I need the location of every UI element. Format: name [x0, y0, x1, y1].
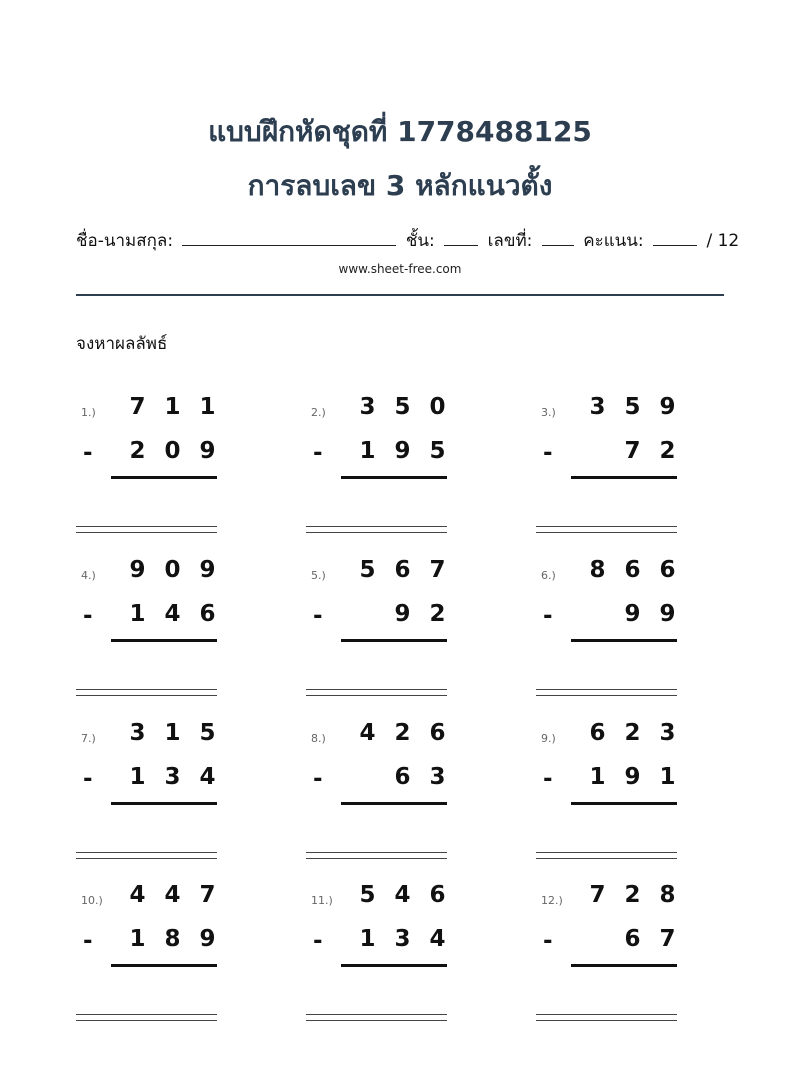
digit: 1: [199, 394, 216, 420]
digit: 3: [164, 764, 181, 790]
digit: 4: [199, 764, 216, 790]
minus-sign: -: [313, 766, 323, 792]
minuend: [120, 720, 225, 746]
subtrahend: [580, 601, 685, 627]
digit: 1: [589, 764, 606, 790]
number-label: เลขที่:: [487, 231, 533, 251]
minuend: [580, 557, 685, 583]
subtrahend: [350, 764, 455, 790]
minus-sign: -: [313, 440, 323, 466]
digit: 6: [659, 557, 676, 583]
score-label: คะแนน:: [583, 231, 644, 251]
digit: 9: [659, 394, 676, 420]
problem-number: 10.): [81, 894, 103, 907]
digit: 1: [359, 926, 376, 952]
digit: 7: [429, 557, 446, 583]
digit: 3: [359, 394, 376, 420]
digit: 0: [164, 438, 181, 464]
digit: 6: [429, 882, 446, 908]
minuend: [350, 394, 455, 420]
answer-line[interactable]: [306, 1014, 447, 1021]
digit: 7: [199, 882, 216, 908]
subtrahend: [350, 601, 455, 627]
digit: 1: [659, 764, 676, 790]
digit: 4: [359, 720, 376, 746]
score-blank[interactable]: [653, 227, 697, 246]
answer-line[interactable]: [306, 689, 447, 696]
problem-4: [76, 553, 246, 703]
header-divider: [76, 294, 724, 296]
digit: 4: [164, 882, 181, 908]
sum-rule: [111, 964, 217, 967]
subtrahend: [350, 926, 455, 952]
digit: 3: [394, 926, 411, 952]
digit: 2: [659, 438, 676, 464]
sum-rule: [341, 964, 447, 967]
minus-sign: -: [83, 603, 93, 629]
subtrahend: [580, 926, 685, 952]
digit: 1: [129, 601, 146, 627]
problem-10: [76, 878, 246, 1028]
minus-sign: -: [83, 766, 93, 792]
minus-sign: -: [543, 603, 553, 629]
minuend: [350, 882, 455, 908]
digit: 5: [429, 438, 446, 464]
digit: 4: [129, 882, 146, 908]
problem-11: [306, 878, 476, 1028]
sum-rule: [111, 639, 217, 642]
problem-12: [536, 878, 706, 1028]
digit: 8: [164, 926, 181, 952]
digit: 5: [624, 394, 641, 420]
digit: 9: [394, 601, 411, 627]
digit: 1: [164, 720, 181, 746]
problem-number: 1.): [81, 406, 96, 419]
minuend: [120, 557, 225, 583]
sum-rule: [111, 802, 217, 805]
digit: 1: [359, 438, 376, 464]
digit: 9: [659, 601, 676, 627]
digit: 9: [199, 438, 216, 464]
digit: 3: [659, 720, 676, 746]
problem-number: 9.): [541, 732, 556, 745]
problem-number: 4.): [81, 569, 96, 582]
minuend: [580, 720, 685, 746]
problem-number: 3.): [541, 406, 556, 419]
digit: 1: [164, 394, 181, 420]
subtrahend: [580, 438, 685, 464]
minus-sign: -: [313, 603, 323, 629]
problem-number: 7.): [81, 732, 96, 745]
digit: 1: [129, 764, 146, 790]
digit: 5: [359, 557, 376, 583]
class-label: ชั้น:: [405, 231, 435, 251]
digit: 6: [589, 720, 606, 746]
answer-line[interactable]: [306, 526, 447, 533]
answer-line[interactable]: [76, 1014, 217, 1021]
digit: 2: [429, 601, 446, 627]
answer-line[interactable]: [76, 852, 217, 859]
sum-rule: [341, 476, 447, 479]
sum-rule: [571, 639, 677, 642]
digit: 4: [164, 601, 181, 627]
minus-sign: -: [83, 440, 93, 466]
digit: 0: [429, 394, 446, 420]
problem-1: [76, 390, 246, 540]
digit: 4: [429, 926, 446, 952]
sum-rule: [571, 802, 677, 805]
problem-number: 2.): [311, 406, 326, 419]
digit: 5: [394, 394, 411, 420]
digit: 4: [394, 882, 411, 908]
digit: 1: [129, 926, 146, 952]
digit: 7: [624, 438, 641, 464]
minus-sign: -: [313, 928, 323, 954]
digit: 9: [199, 926, 216, 952]
minuend: [350, 720, 455, 746]
digit: 6: [624, 926, 641, 952]
digit: 7: [589, 882, 606, 908]
minus-sign: -: [543, 766, 553, 792]
digit: 6: [199, 601, 216, 627]
instruction-text: จงหาผลลัพธ์: [76, 334, 168, 354]
digit: 5: [359, 882, 376, 908]
digit: 9: [199, 557, 216, 583]
answer-line[interactable]: [76, 689, 217, 696]
digit: 2: [129, 438, 146, 464]
digit: 9: [394, 438, 411, 464]
website-url: www.sheet-free.com: [338, 262, 462, 276]
problem-7: [76, 716, 246, 866]
sum-rule: [341, 802, 447, 805]
sum-rule: [571, 964, 677, 967]
digit: 9: [624, 601, 641, 627]
digit: 9: [129, 557, 146, 583]
digit: 5: [199, 720, 216, 746]
score-total: / 12: [706, 231, 740, 251]
minuend: [120, 394, 225, 420]
number-blank[interactable]: [542, 227, 574, 246]
minuend: [580, 394, 685, 420]
answer-line[interactable]: [306, 852, 447, 859]
digit: 7: [129, 394, 146, 420]
answer-line[interactable]: [536, 852, 677, 859]
digit: 7: [659, 926, 676, 952]
sum-rule: [341, 639, 447, 642]
subtrahend: [120, 601, 225, 627]
digit: 6: [394, 764, 411, 790]
subtrahend: [120, 438, 225, 464]
answer-line[interactable]: [536, 689, 677, 696]
minuend: [120, 882, 225, 908]
problem-number: 5.): [311, 569, 326, 582]
problem-number: 8.): [311, 732, 326, 745]
digit: 3: [129, 720, 146, 746]
minus-sign: -: [543, 440, 553, 466]
problem-8: [306, 716, 476, 866]
digit: 6: [394, 557, 411, 583]
minus-sign: -: [543, 928, 553, 954]
problem-number: 12.): [541, 894, 563, 907]
digit: 6: [429, 720, 446, 746]
subtrahend: [350, 438, 455, 464]
subtrahend: [120, 926, 225, 952]
digit: 2: [394, 720, 411, 746]
problem-2: [306, 390, 476, 540]
answer-line[interactable]: [76, 526, 217, 533]
digit: 6: [624, 557, 641, 583]
name-label: ชื่อ-นามสกุล:: [76, 231, 174, 251]
problem-9: [536, 716, 706, 866]
student-info-row: [76, 227, 740, 254]
digit: 2: [624, 720, 641, 746]
worksheet-title: แบบฝึกหัดชุดที่ 1778488125: [208, 115, 592, 148]
digit: 3: [429, 764, 446, 790]
minuend: [350, 557, 455, 583]
sum-rule: [111, 476, 217, 479]
subtrahend: [580, 764, 685, 790]
digit: 2: [624, 882, 641, 908]
problem-number: 6.): [541, 569, 556, 582]
sum-rule: [571, 476, 677, 479]
digit: 9: [624, 764, 641, 790]
minuend: [580, 882, 685, 908]
class-blank[interactable]: [444, 227, 478, 246]
digit: 0: [164, 557, 181, 583]
name-blank[interactable]: [182, 227, 396, 246]
digit: 3: [589, 394, 606, 420]
digit: 8: [589, 557, 606, 583]
worksheet-subtitle: การลบเลข 3 หลักแนวตั้ง: [247, 169, 553, 202]
subtrahend: [120, 764, 225, 790]
problem-number: 11.): [311, 894, 333, 907]
problem-6: [536, 553, 706, 703]
problem-3: [536, 390, 706, 540]
problem-5: [306, 553, 476, 703]
digit: 8: [659, 882, 676, 908]
answer-line[interactable]: [536, 1014, 677, 1021]
answer-line[interactable]: [536, 526, 677, 533]
minus-sign: -: [83, 928, 93, 954]
